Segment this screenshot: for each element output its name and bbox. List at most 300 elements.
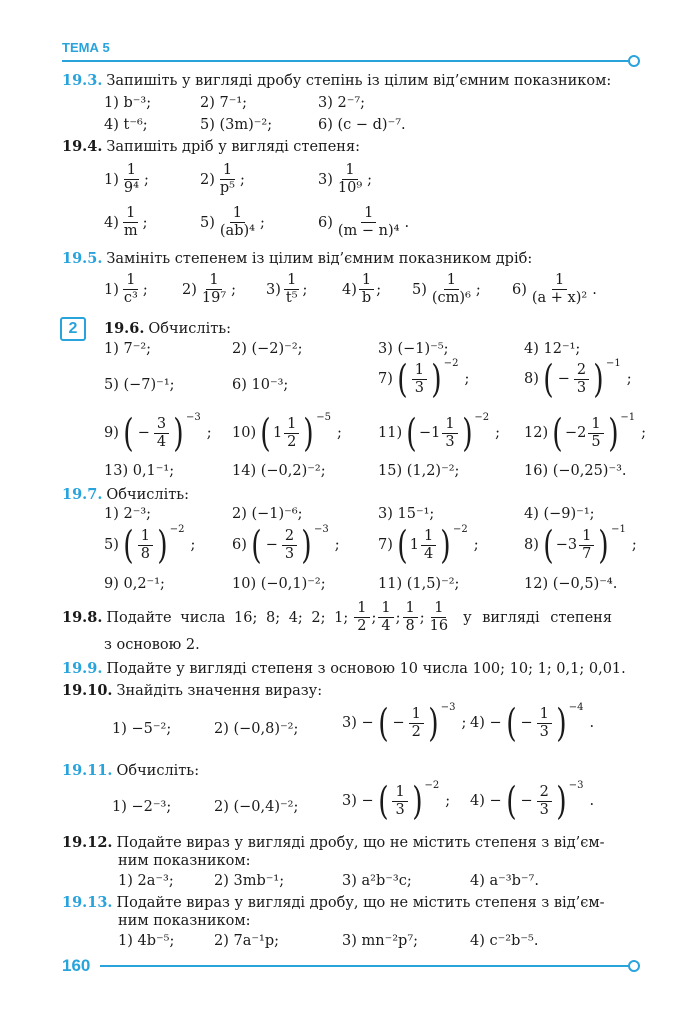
denominator: (a + x)² [531,290,588,306]
denominator: 7 [582,545,592,562]
exponent: −3 [440,702,456,713]
item-terminator: ; [473,537,479,553]
left-paren: ( [505,779,517,823]
fraction [335,162,365,197]
item-terminator: ; [142,214,148,231]
item-terminator: ; [461,715,467,731]
item-label: 3) [318,171,333,188]
problem-19-6 [104,320,231,338]
answer-item: 14) (−0,2)⁻²; [232,463,326,479]
right-paren: ) [411,779,423,823]
numerator: 1 [579,528,594,546]
exponent: −5 [316,412,331,423]
problem-text: Обчисліть: [106,487,190,503]
problem-number: 19.6. [104,320,145,337]
answer-item: 4) t⁻⁶; [104,117,148,133]
item-terminator: ; [376,281,382,298]
numerator: 1 [361,205,376,223]
denominator: 3 [445,433,455,450]
fraction-item [512,272,597,307]
left-paren: ( [397,357,408,401]
numerator: 1 [359,272,374,290]
difficulty-level-badge: 2 [60,317,86,341]
power-expression [524,523,637,567]
numerator: 1 [392,784,407,802]
problem-19-4 [62,138,360,156]
denominator: 4 [381,618,391,634]
fraction [282,528,297,563]
fraction [537,706,552,741]
answer-item: 2) (−1)⁻⁶; [232,506,303,522]
fraction-item [200,162,245,197]
header-rule [62,60,630,62]
denominator: 2 [411,723,421,740]
denominator: (m − n)⁴ [337,223,400,239]
left-paren: ( [397,523,408,567]
whole-part: 1 [409,537,419,553]
exponent: −1 [605,358,621,369]
denominator: 19⁷ [201,290,227,306]
problem-text: ним показником: [118,853,251,869]
right-paren: ) [593,357,604,401]
problem-text: Замініть степенем із цілим від’ємним показником дріб: [106,251,533,267]
answer-item: 1) 2⁻³; [104,506,152,522]
left-paren: ( [377,779,389,823]
problem-text: Подайте числа 16; 8; 4; 2; 1; [106,609,349,626]
problem-19-7 [62,486,189,504]
denominator: 4 [156,433,167,450]
problem-text: Обчисліть: [148,321,232,337]
item-terminator: ; [445,793,451,809]
fraction [335,205,403,240]
answer-item: 4) c⁻²b⁻⁵. [470,933,539,949]
item-label: 3) − [342,715,374,731]
numerator: 2 [574,362,589,380]
right-paren: ) [303,411,315,455]
problem-number: 19.3. [62,72,103,89]
problem-number: 19.11. [62,762,113,779]
item-terminator: ; [143,171,149,188]
answer-item: 2) (−2)⁻²; [232,341,303,357]
problem-text: з основою 2. [104,637,200,653]
power-expression [378,523,479,567]
fraction-item [200,205,265,240]
item-terminator: ; [475,281,481,298]
numerator: 1 [123,205,138,223]
numerator: 1 [123,272,138,290]
answer-item: 1) −2⁻³; [112,799,172,815]
item-label: 3) [266,281,281,298]
fraction [283,272,301,307]
power-expression [524,357,632,401]
denominator: 10⁹ [337,180,363,196]
fraction [199,272,229,307]
problem-number: 19.8. [62,609,103,626]
numerator: 1 [409,706,424,724]
answer-item: 3) 2⁻⁷; [318,95,366,111]
exponent: −1 [611,524,626,535]
fraction [359,272,374,307]
problem-text: Знайдіть значення виразу: [116,683,323,699]
item-label: 5) [104,537,119,553]
exponent: −2 [474,412,490,423]
numerator: 1 [284,416,299,434]
item-terminator: . [404,214,410,231]
exponent: −2 [424,780,440,791]
problem-number: 19.5. [62,250,103,267]
item-label: 4) − [470,793,502,809]
problem-number: 19.4. [62,138,103,155]
footer-rule [100,965,630,967]
whole-part: −2 [564,425,587,441]
denominator: 3 [414,379,424,396]
fraction-item [318,205,409,240]
fraction [138,528,153,563]
fraction [537,784,552,819]
problem-text: Подайте вираз у вигляді дробу, що не містить степеня з від’єм- [116,835,605,851]
fraction [354,600,369,635]
answer-item: 1) 4b⁻⁵; [118,933,175,949]
problem-19-3 [62,72,611,90]
answer-item: 5) (−7)⁻¹; [104,377,175,393]
answer-item: 3) 15⁻¹; [378,506,435,522]
problem-text: Запишіть дріб у вигляді степеня: [106,139,360,155]
item-label: 8) [524,371,539,387]
fraction-item [182,272,236,307]
left-paren: ( [552,411,563,455]
numerator: 1 [342,162,357,180]
numerator: 2 [282,528,297,546]
item-terminator: ; [259,214,265,231]
right-paren: ) [461,411,473,455]
item-label: 6) [512,281,527,298]
denominator: c³ [123,290,138,306]
answer-item: 2) (−0,8)⁻²; [214,721,299,737]
numerator: 1 [552,272,567,290]
problem-text: Обчисліть: [116,763,200,779]
answer-item: 1) b⁻³; [104,95,152,111]
answer-item: 2) 7⁻¹; [200,95,248,111]
footer-rule-end [628,960,640,972]
left-paren: ( [406,411,417,455]
right-paren: ) [556,701,567,745]
fraction-item [104,205,148,240]
item-terminator: ; [190,537,196,553]
denominator: (cm)⁶ [431,290,471,306]
numerator: 2 [537,784,552,802]
problem-number: 19.10. [62,682,113,699]
power-expression [342,779,451,823]
problem-number: 19.12. [62,834,113,851]
header-rule-end [628,55,640,67]
exponent: −3 [568,780,584,791]
answer-item: 3) a²b⁻³c; [342,873,412,889]
numerator: 1 [378,600,393,618]
page-number: 160 [62,956,91,975]
exponent: −1 [620,412,636,423]
denominator: t⁵ [285,290,298,306]
item-label: 6) [232,537,247,553]
power-expression [378,411,501,455]
exponent: −3 [185,412,201,423]
left-paren: ( [251,523,262,567]
fraction [217,205,258,240]
denominator: 2 [287,433,297,450]
problem-text: у вигляді степеня [463,609,612,626]
problem-19-8: 19.8. Подайте числа 16; 8; 4; 2; 1; $\frac{1}{2}$ ; $\frac{1}{4}$ ; $\frac{1}{8}$ ; $\frac{1}{16}$ у вигляді степеня [62,600,612,634]
numerator: 1 [206,272,221,290]
left-paren: ( [260,411,271,455]
problem-19-5 [62,250,532,268]
denominator: 16 [429,618,449,634]
item-label: 10) [232,425,257,441]
item-terminator: ; [367,171,373,188]
fraction [412,362,427,397]
fraction [421,528,436,563]
answer-item: 6) (c − d)⁻⁷. [318,117,406,133]
item-terminator: ; [231,281,237,298]
fraction [121,205,141,240]
denominator: 2 [357,618,367,634]
denominator: 5 [591,433,601,450]
answer-item: 10) (−0,1)⁻²; [232,576,326,592]
item-label: 8) [524,537,539,553]
minus-sign: − [137,425,150,441]
answer-item: 2) 7a⁻¹p; [214,933,279,949]
answer-item: 9) 0,2⁻¹; [104,576,165,592]
denominator: (ab)⁴ [219,223,255,239]
power-expression [232,411,342,455]
power-expression [378,357,470,401]
fraction [378,600,393,635]
numerator: 1 [220,162,235,180]
denominator: 8 [405,618,415,634]
fraction-item [318,162,372,197]
fraction-item [266,272,307,307]
fraction [403,600,418,635]
left-paren: ( [123,523,134,567]
left-paren: ( [123,411,134,455]
numerator: 1 [403,600,418,618]
item-terminator: ; [206,425,212,441]
item-terminator: ; [302,281,308,298]
item-label: 4) [104,214,119,231]
fraction [429,272,474,307]
exponent: −3 [313,524,329,535]
topic-header: ТЕМА 5 [62,40,110,55]
numerator: 1 [412,362,427,380]
item-terminator: ; [626,371,632,387]
fraction [427,600,451,635]
right-paren: ) [301,523,312,567]
item-terminator: . [589,793,595,809]
fraction [217,162,238,197]
fraction [154,416,169,451]
answer-item: 4) (−9)⁻¹; [524,506,595,522]
fraction [121,162,142,197]
item-label: 3) − [342,793,374,809]
right-paren: ) [598,523,609,567]
numerator: 1 [444,272,459,290]
whole-part: 1 [272,425,283,441]
fraction [579,528,594,563]
right-paren: ) [556,779,567,823]
left-paren: ( [377,701,389,745]
power-expression [342,701,467,745]
numerator: 1 [442,416,457,434]
item-label: 1) [104,281,119,298]
power-expression [470,701,595,745]
numerator: 1 [124,162,139,180]
problem-19-9 [62,660,626,678]
item-label: 7) [378,371,393,387]
power-expression [524,411,647,455]
denominator: 4 [423,545,434,562]
item-terminator: ; [142,281,148,298]
minus-sign: − [392,715,405,731]
fraction-item [342,272,381,307]
denominator: m [123,223,138,239]
problem-number: 19.13. [62,894,113,911]
fraction [121,272,141,307]
item-label: 2) [182,281,197,298]
exponent: −4 [568,702,584,713]
exponent: −2 [443,358,459,369]
answer-item: 6) 10⁻³; [232,377,289,393]
answer-item: 4) a⁻³b⁻⁷. [470,873,539,889]
denominator: 9⁴ [123,180,139,196]
power-expression [470,779,595,823]
answer-item: 15) (1,2)⁻²; [378,463,460,479]
right-paren: ) [607,411,619,455]
item-label: 4) − [470,715,502,731]
numerator: 1 [138,528,153,546]
denominator: 3 [284,545,295,562]
item-terminator: ; [631,537,637,553]
item-terminator: ; [334,537,340,553]
problem-19-13 [62,894,605,912]
numerator: 1 [230,205,245,223]
denominator: 3 [576,379,587,396]
item-terminator: ; [336,425,342,441]
whole-part: −3 [555,537,578,553]
left-paren: ( [505,701,517,745]
item-label: 5) [200,214,215,231]
item-terminator: . [589,715,595,731]
numerator: 1 [537,706,552,724]
numerator: 1 [421,528,436,546]
fraction [442,416,457,451]
right-paren: ) [440,523,451,567]
answer-item: 16) (−0,25)⁻³. [524,463,627,479]
right-paren: ) [431,357,442,401]
minus-sign: − [557,371,570,387]
answer-item: 4) 12⁻¹; [524,341,581,357]
answer-item: 1) 7⁻²; [104,341,152,357]
right-paren: ) [428,701,439,745]
problem-text: Запишіть у вигляді дробу степінь із цілим від’ємним показником: [106,73,612,89]
item-label: 5) [412,281,427,298]
answer-item: 3) mn⁻²p⁷; [342,933,419,949]
numerator: 1 [588,416,603,434]
problem-19-11 [62,762,199,780]
minus-sign: − [265,537,278,553]
denominator: b [361,290,372,306]
denominator: p⁵ [219,180,235,196]
answer-item: 12) (−0,5)⁻⁴. [524,576,618,592]
denominator: 3 [395,801,405,818]
answer-item: 11) (1,5)⁻²; [378,576,460,592]
problem-text: ним показником: [118,913,251,929]
item-terminator: ; [641,425,647,441]
answer-item: 1) −5⁻²; [112,721,172,737]
right-paren: ) [173,411,184,455]
fraction [409,706,424,741]
item-label: 9) [104,425,119,441]
numerator: 1 [431,600,446,618]
fraction-item [412,272,481,307]
item-label: 4) [342,281,357,298]
minus-sign: − [520,793,533,809]
numerator: 1 [284,272,299,290]
item-terminator: . [592,281,597,298]
item-label: 12) [524,425,549,441]
power-expression [104,523,196,567]
item-label: 6) [318,214,333,231]
item-label: 2) [200,171,215,188]
fraction [588,416,603,451]
denominator: 3 [539,801,549,818]
numerator: 3 [154,416,169,434]
denominator: 8 [140,545,150,562]
answer-item: 13) 0,1⁻¹; [104,463,175,479]
problem-19-10 [62,682,322,700]
answer-item: 1) 2a⁻³; [118,873,174,889]
fraction [284,416,299,451]
fraction [529,272,590,307]
item-label: 11) [378,425,403,441]
fraction-item [104,272,148,307]
numerator: 1 [354,600,369,618]
problem-19-12 [62,834,605,852]
fraction [392,784,407,819]
right-paren: ) [157,523,168,567]
item-label: 1) [104,171,119,188]
minus-sign: − [520,715,533,731]
exponent: −2 [169,524,185,535]
item-label: 7) [378,537,393,553]
fraction-item [104,162,149,197]
left-paren: ( [543,523,554,567]
power-expression [104,411,212,455]
item-terminator: ; [464,371,470,387]
item-terminator: ; [495,425,501,441]
answer-item: 3) (−1)⁻⁵; [378,341,449,357]
item-terminator: ; [240,171,245,188]
whole-part: −1 [418,425,441,441]
exponent: −2 [453,524,468,535]
power-expression [232,523,340,567]
answer-item: 5) (3m)⁻²; [200,117,273,133]
answer-item: 2) 3mb⁻¹; [214,873,285,889]
left-paren: ( [543,357,554,401]
problem-number: 19.9. [62,660,103,677]
problem-text: Подайте вираз у вигляді дробу, що не містить степеня з від’єм- [116,895,605,911]
fraction [574,362,589,397]
denominator: 3 [539,723,549,740]
answer-item: 2) (−0,4)⁻²; [214,799,299,815]
problem-text: Подайте у вигляді степеня з основою 10 числа 100; 10; 1; 0,1; 0,01. [106,661,626,677]
